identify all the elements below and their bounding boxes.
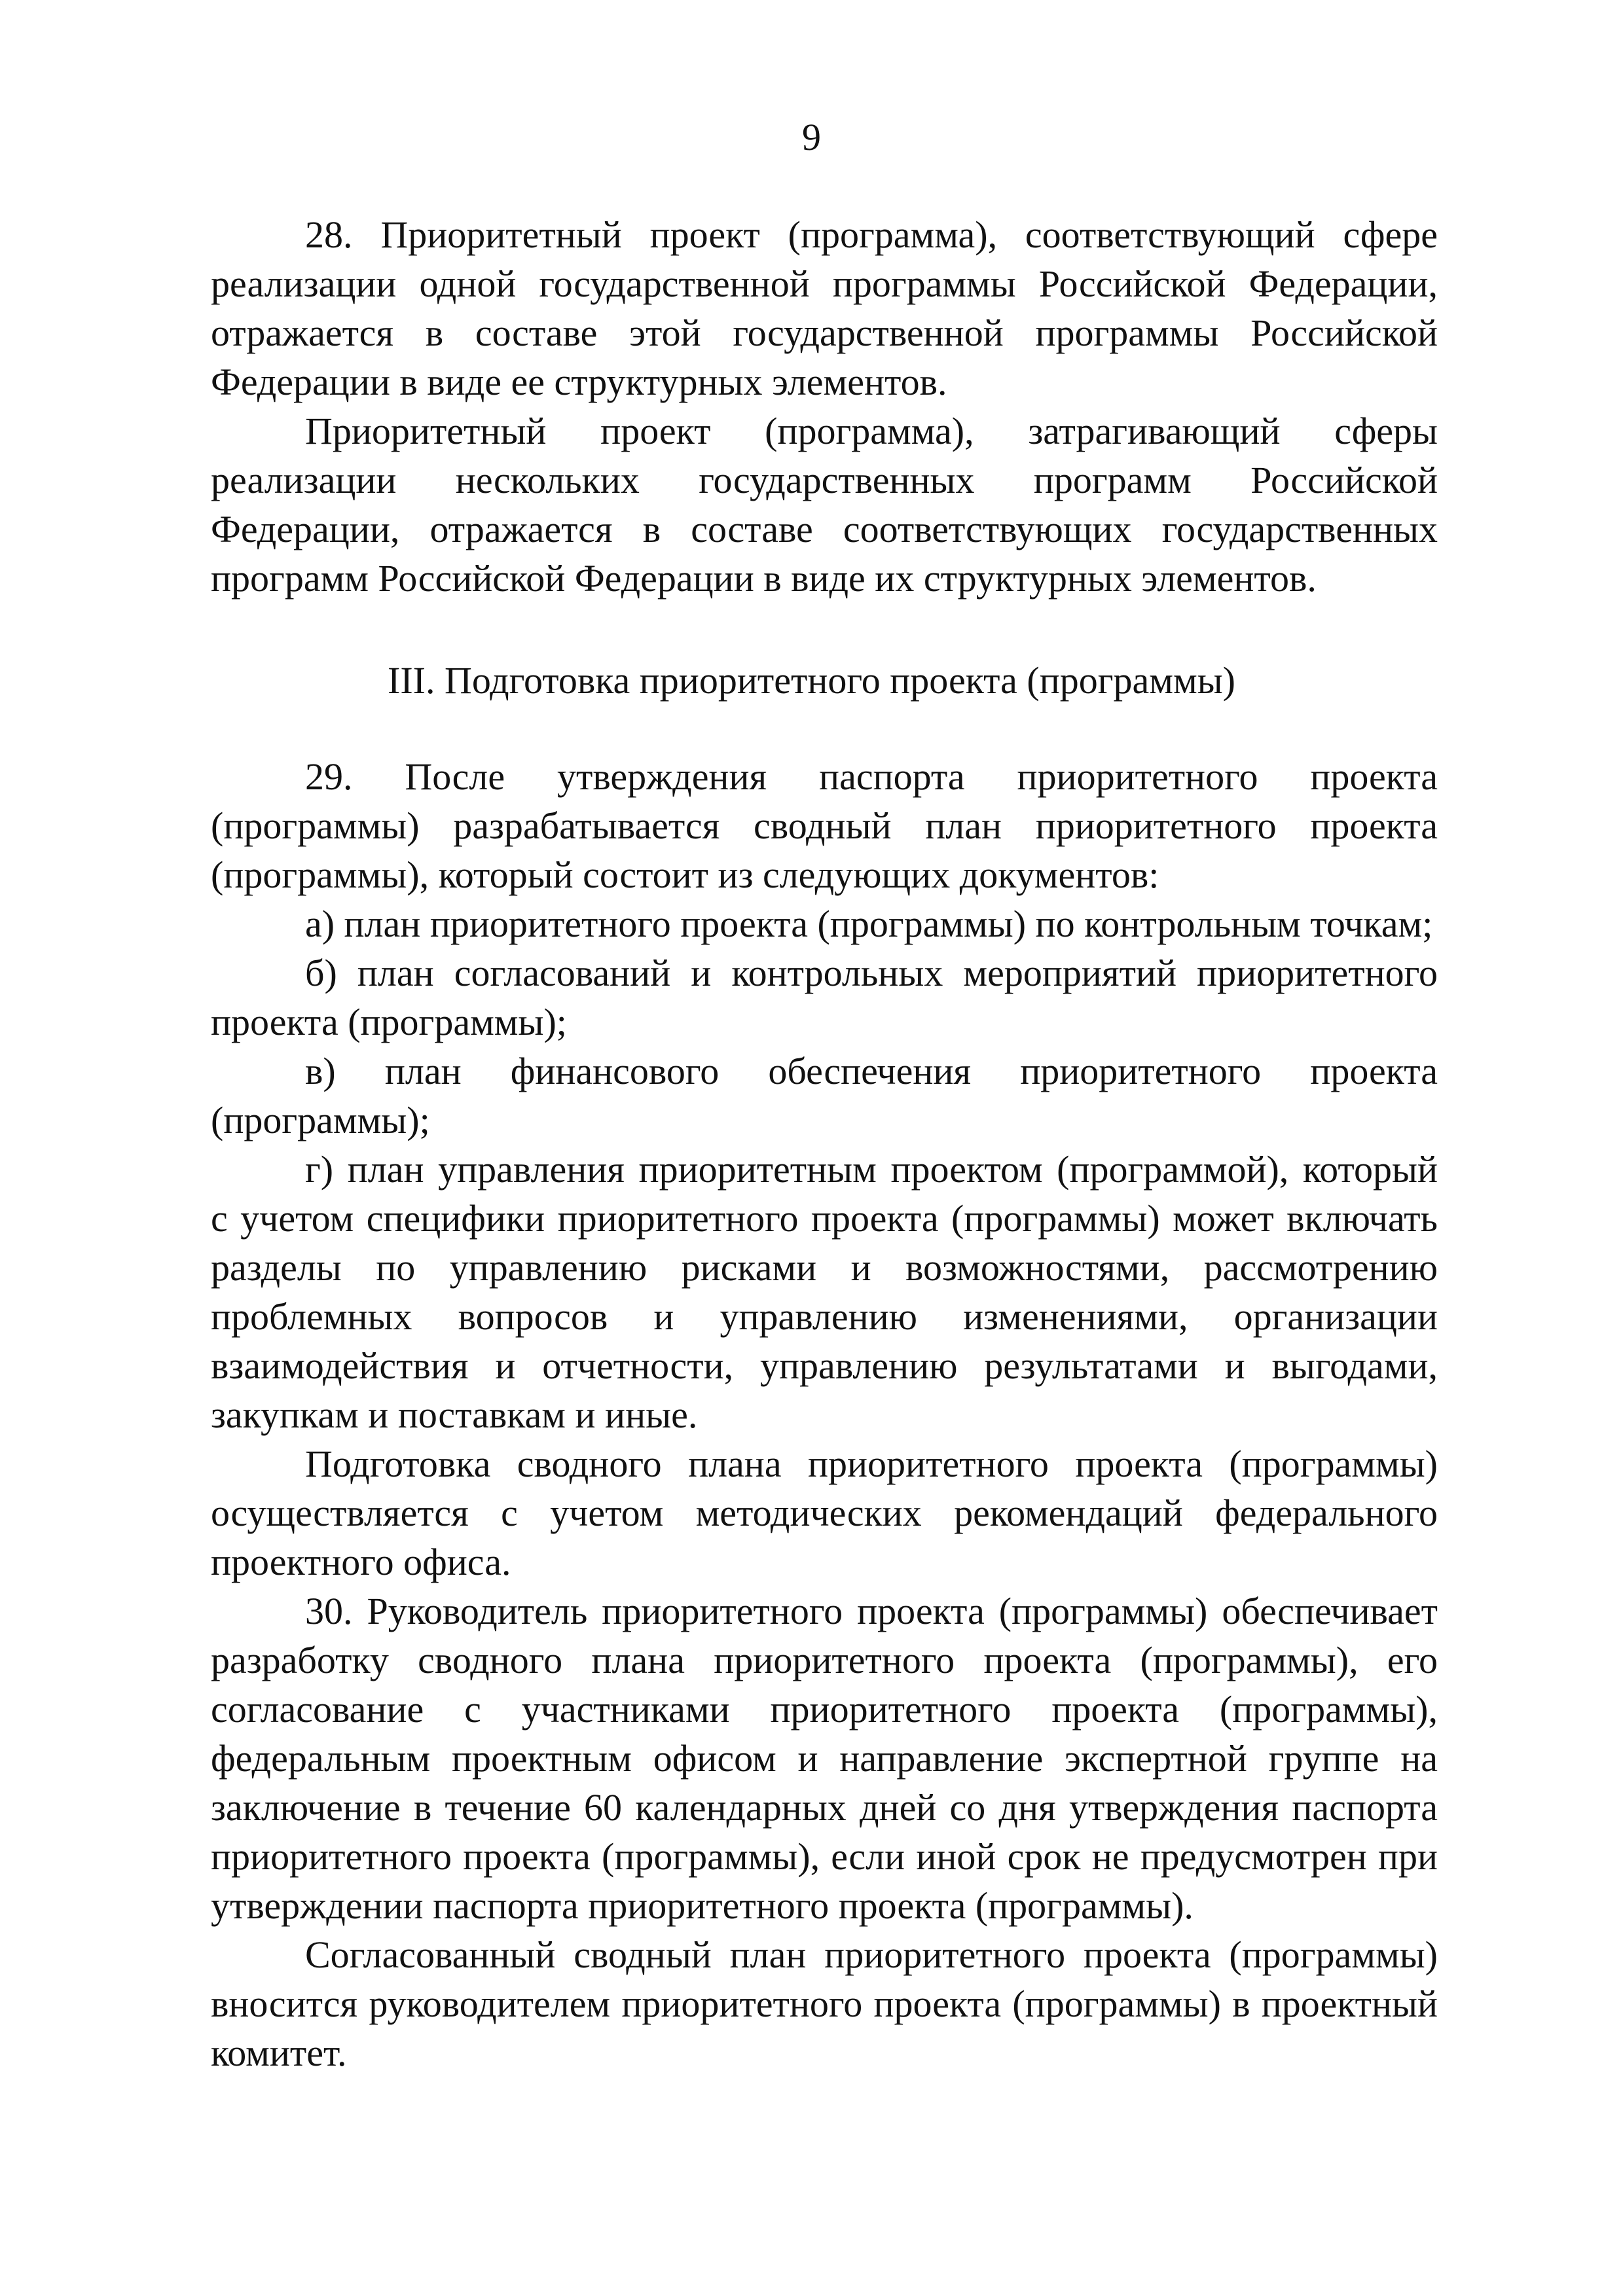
paragraph-28-line-3: отражается в составе этой государственной программы Российской: [211, 312, 1438, 354]
approval-paragraph-line-3: комитет.: [211, 2032, 347, 2074]
paragraph-28-line-2: реализации одной государственной программы Российской Федерации,: [211, 262, 1438, 305]
paragraph-29-line-3: (программы), который состоит из следующих документов:: [211, 853, 1159, 896]
paragraph-29-line-1: 29. После утверждения паспорта приоритетного проекта: [305, 755, 1438, 798]
paragraph-30-line-3: согласование с участниками приоритетного проекта (программы),: [211, 1688, 1438, 1731]
paragraph-28-second-line-4: программ Российской Федерации в виде их структурных элементов.: [211, 557, 1317, 600]
list-item-g-line-3: разделы по управлению рисками и возможностями, рассмотрению: [211, 1246, 1438, 1289]
paragraph-30-line-4: федеральным проектным офисом и направление экспертной группе на: [211, 1737, 1438, 1780]
approval-paragraph-line-2: вносится руководителем приоритетного проекта (программы) в проектный: [211, 1982, 1438, 2025]
paragraph-30-line-2: разработку сводного плана приоритетного проекта (программы), его: [211, 1639, 1438, 1681]
list-item-g-line-5: взаимодействия и отчетности, управлению результатами и выгодами,: [211, 1344, 1438, 1387]
list-item-a: а) план приоритетного проекта (программы) по контрольным точкам;: [305, 903, 1433, 945]
paragraph-28-line-1: 28. Приоритетный проект (программа), соответствующий сфере: [305, 213, 1438, 256]
paragraph-29-line-2: (программы) разрабатывается сводный план приоритетного проекта: [211, 804, 1438, 847]
paragraph-28-second-line-3: Федерации, отражается в составе соответствующих государственных: [211, 508, 1438, 550]
paragraph-28-line-4: Федерации в виде ее структурных элементов.: [211, 361, 947, 403]
paragraph-30-line-1: 30. Руководитель приоритетного проекта (программы) обеспечивает: [305, 1590, 1438, 1632]
list-item-g-line-2: с учетом специфики приоритетного проекта (программы) может включать: [211, 1197, 1438, 1240]
paragraph-28-second-line-2: реализации нескольких государственных программ Российской: [211, 459, 1438, 501]
paragraph-28-second-line-1: Приоритетный проект (программа), затрагивающий сферы: [305, 410, 1438, 452]
list-item-g-line-4: проблемных вопросов и управлению изменениями, организации: [211, 1295, 1438, 1338]
list-item-v-line-1: в) план финансового обеспечения приоритетного проекта: [305, 1050, 1438, 1092]
preparation-paragraph-line-1: Подготовка сводного плана приоритетного проекта (программы): [305, 1443, 1438, 1485]
page-number: 9: [802, 116, 821, 158]
preparation-paragraph-line-3: проектного офиса.: [211, 1541, 511, 1583]
list-item-v-line-2: (программы);: [211, 1099, 430, 1141]
preparation-paragraph-line-2: осуществляется с учетом методических рекомендаций федерального: [211, 1492, 1438, 1534]
list-item-b-line-1: б) план согласований и контрольных мероприятий приоритетного: [305, 952, 1438, 994]
list-item-g-line-6: закупкам и поставкам и иные.: [211, 1393, 698, 1436]
list-item-g-line-1: г) план управления приоритетным проектом (программой), который: [305, 1148, 1438, 1191]
approval-paragraph-line-1: Согласованный сводный план приоритетного проекта (программы): [305, 1933, 1438, 1976]
list-item-b-line-2: проекта (программы);: [211, 1001, 567, 1043]
paragraph-30-line-7: утверждении паспорта приоритетного проекта (программы).: [211, 1884, 1194, 1927]
paragraph-30-line-6: приоритетного проекта (программы), если иной срок не предусмотрен при: [211, 1835, 1438, 1878]
paragraph-30-line-5: заключение в течение 60 календарных дней со дня утверждения паспорта: [211, 1786, 1438, 1829]
section-heading: III. Подготовка приоритетного проекта (программы): [388, 659, 1235, 702]
